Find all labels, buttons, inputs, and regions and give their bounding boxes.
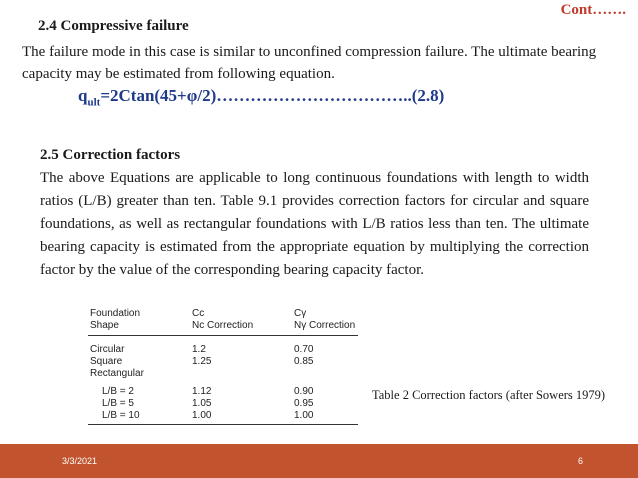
table-row [88,410,358,425]
table-cell: 1.25 [192,356,212,367]
equation-subscript: ult [87,96,101,109]
table-cell: 0.95 [294,398,314,409]
table-cell [190,368,292,380]
table-row [88,380,358,398]
table-cell: Rectangular [90,368,144,379]
page-number: 6 [578,456,584,466]
correction-factors-table [88,308,358,425]
table-cell: 0.85 [294,356,314,367]
equation-2-8 [78,86,444,108]
table-cell: 0.90 [294,386,314,397]
header-text: Foundation [90,308,141,319]
table-row [88,368,358,380]
table-cell: L/B = 10 [88,410,190,425]
header-text: Nc Correction [192,320,254,331]
table-cell: 1.00 [190,410,292,425]
table-caption: Table 2 Correction factors (after Sowers 1979) [372,388,606,402]
footer-date: 3/3/2021 [62,456,98,466]
table-cell: 1.05 [192,398,212,409]
header-text: Cc [192,308,205,319]
equation-symbol: q [78,86,88,105]
header-text: Nγ Correction [294,320,356,331]
compressive-failure-paragraph: The failure mode in this case is similar to unconfined compression failure. The ultimate bearing capacity may be estimated from following equation. [22,44,597,82]
equation-body: =2Ctan(45+φ/2)……………………………..(2.8) [100,86,445,105]
section-heading-compressive-failure: 2.4 Compressive failure [38,18,189,34]
table-cell: L/B = 5 [102,398,134,409]
table-cell: Circular [90,344,125,355]
continued-label: Cont……. [560,2,626,18]
table-cell: 1.00 [292,410,358,425]
header-ngamma-correction [292,308,358,336]
table-row [88,356,358,368]
table-cell: 1.2 [192,344,206,355]
table-cell: L/B = 2 [102,386,134,397]
correction-factors-paragraph: The above Equations are applicable to long continuous foundations with length to width ratios (L/B) greater than ten. Table 9.1 provides correction factors for circular and square foundations, as well as rectangular foundations with L/B ratios less than ten. The ultimate bearing capacity is estimated from the appropriate equation by multiplying the correction factor by the value of the corresponding bearing capacity factor. [40,170,589,278]
header-text: Cγ [294,308,307,319]
table-cell: Square [90,356,123,367]
table-header-row [88,308,358,336]
table-row [88,336,358,357]
header-nc-correction [190,308,292,336]
table-row [88,398,358,410]
table-cell [292,368,358,380]
section-heading-correction-factors: 2.5 Correction factors [40,147,181,163]
table-cell: 1.12 [192,386,212,397]
header-text: Shape [90,320,119,331]
header-foundation-shape [88,308,190,336]
table-cell: 0.70 [294,344,314,355]
